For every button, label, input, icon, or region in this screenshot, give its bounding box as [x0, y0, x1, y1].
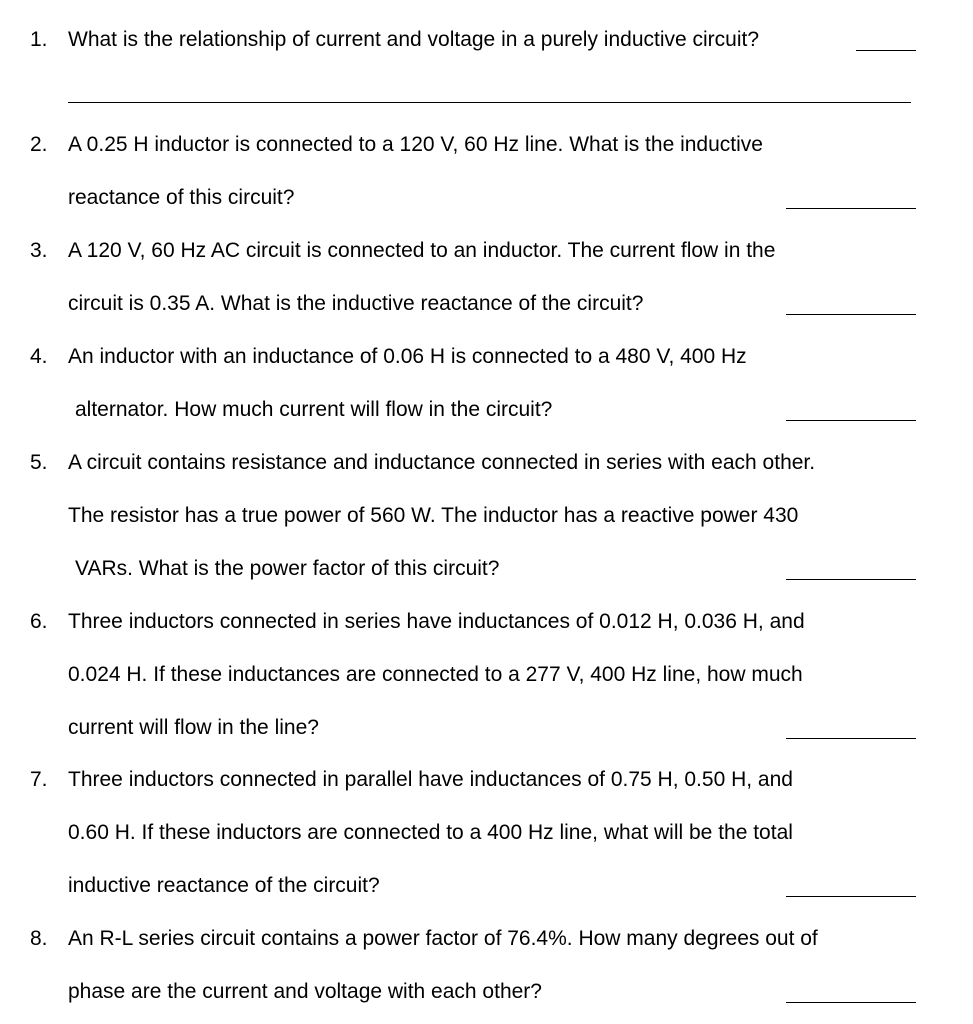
question-2-text-line-2: reactance of this circuit?	[68, 186, 295, 209]
question-5-text-line-1: A circuit contains resistance and inductance connected in series with each other.	[68, 451, 816, 474]
answer-line-5[interactable]	[786, 579, 916, 580]
question-5-number: 5.	[30, 451, 48, 474]
question-2-text-line-1: A 0.25 H inductor is connected to a 120 V, 60 Hz line. What is the inductive	[68, 133, 763, 156]
question-3-text-line-2: circuit is 0.35 A. What is the inductive reactance of the circuit?	[68, 292, 644, 315]
question-8-text-line-1: An R-L series circuit contains a power factor of 76.4%. How many degrees out of	[68, 927, 818, 950]
answer-line-2[interactable]	[786, 208, 916, 209]
question-6-text-line-2: 0.024 H. If these inductances are connected to a 277 V, 400 Hz line, how much	[68, 663, 803, 686]
answer-line-7[interactable]	[786, 896, 916, 897]
question-4-text-line-1: An inductor with an inductance of 0.06 H is connected to a 480 V, 400 Hz	[68, 345, 747, 368]
answer-line-3[interactable]	[786, 314, 916, 315]
question-2-number: 2.	[30, 133, 48, 156]
question-5-text-line-3: VARs. What is the power factor of this circuit?	[75, 557, 500, 580]
question-1-text: What is the relationship of current and voltage in a purely inductive circuit?	[68, 28, 760, 51]
question-8-text-line-2: phase are the current and voltage with each other?	[68, 980, 542, 1003]
answer-line-6[interactable]	[786, 738, 916, 739]
answer-line-1b[interactable]	[68, 102, 911, 103]
answer-line-4[interactable]	[786, 420, 916, 421]
question-4-number: 4.	[30, 345, 48, 368]
question-4-text-line-2: alternator. How much current will flow in the circuit?	[75, 398, 553, 421]
question-5-text-line-2: The resistor has a true power of 560 W. The inductor has a reactive power 430	[68, 504, 799, 527]
question-7-text-line-2: 0.60 H. If these inductors are connected to a 400 Hz line, what will be the total	[68, 821, 793, 844]
question-1-number: 1.	[30, 28, 48, 51]
question-8-number: 8.	[30, 927, 48, 950]
question-3-number: 3.	[30, 239, 48, 262]
question-7-text-line-1: Three inductors connected in parallel have inductances of 0.75 H, 0.50 H, and	[68, 768, 793, 791]
question-7-text-line-3: inductive reactance of the circuit?	[68, 874, 380, 897]
question-6-number: 6.	[30, 610, 48, 633]
question-7-number: 7.	[30, 768, 48, 791]
answer-line-8[interactable]	[786, 1002, 916, 1003]
question-3-text-line-1: A 120 V, 60 Hz AC circuit is connected to an inductor. The current flow in the	[68, 239, 776, 262]
question-6-text-line-1: Three inductors connected in series have inductances of 0.012 H, 0.036 H, and	[68, 610, 805, 633]
answer-line-1a[interactable]	[856, 50, 916, 51]
question-6-text-line-3: current will flow in the line?	[68, 716, 319, 739]
